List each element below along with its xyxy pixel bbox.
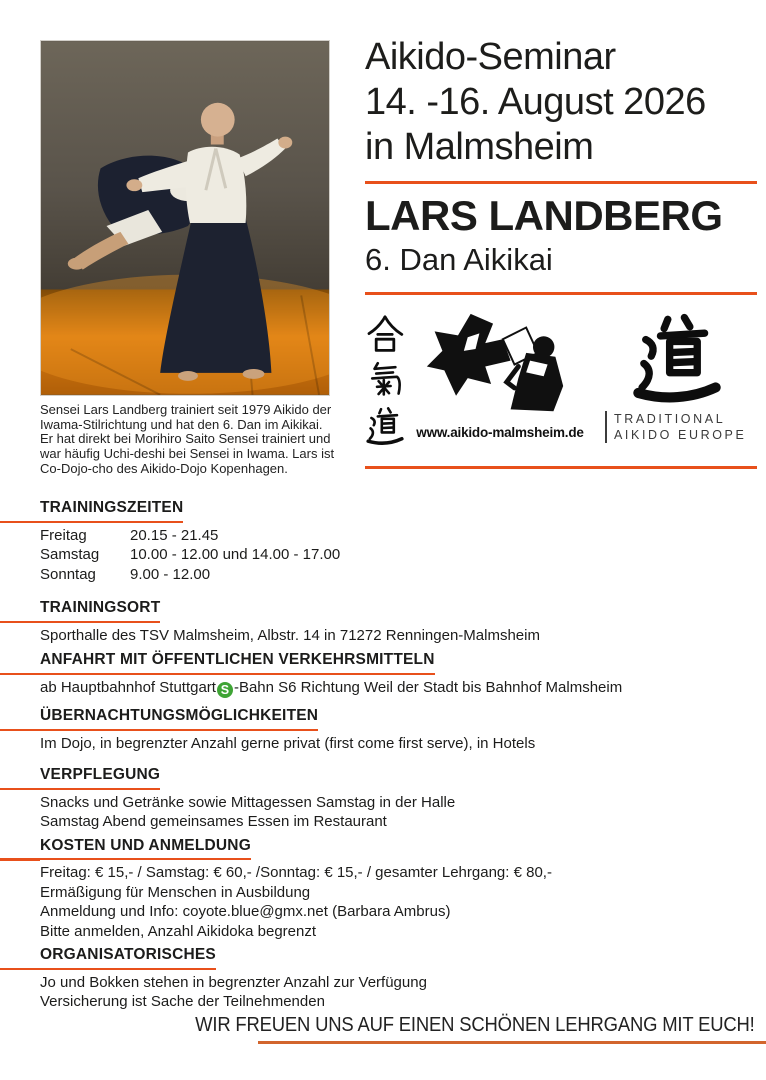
section-trainingsort <box>40 598 740 645</box>
anfahrt-prefix: ab Hauptbahnhof Stuttgart <box>40 678 216 696</box>
title-line-2: 14. -16. August 2026 <box>365 81 706 123</box>
section-heading: VERPFLEGUNG <box>40 765 160 790</box>
schedule-time: 20.15 - 21.45 <box>130 526 219 544</box>
info-sections <box>40 498 740 1012</box>
section-anfahrt <box>40 650 740 698</box>
tae-logo-text <box>605 411 757 443</box>
caption-line: Co-Dojo-cho des Aikido-Dojo Kopenhagen. <box>40 460 288 476</box>
instructor-name: LARS LANDBERG <box>365 192 723 239</box>
logo-row <box>365 310 757 458</box>
club-website-url: www.aikido-malmsheim.de <box>416 425 584 440</box>
section-heading: ORGANISATORISCHES <box>40 945 216 970</box>
schedule-day: Sonntag <box>40 565 96 583</box>
instructor-rank: 6. Dan Aikikai <box>365 242 553 277</box>
section-heading: KOSTEN UND ANMELDUNG <box>40 836 251 861</box>
tae-vertical-bar <box>605 411 607 443</box>
tae-line-2: AIKIDO EUROPE <box>614 428 747 442</box>
seminar-photo <box>40 40 330 396</box>
orange-divider <box>365 292 757 295</box>
section-text: Anmeldung und Info: coyote.blue@gmx.net (Barbara Ambrus) <box>40 903 451 920</box>
sbahn-icon: S <box>217 682 233 698</box>
section-heading: ÜBERNACHTUNGSMÖGLICHKEITEN <box>40 706 318 731</box>
kanji-ai-icon <box>365 312 405 356</box>
section-kosten-anmeldung <box>40 836 740 942</box>
caption-line: Er hat direkt bei Morihiro Saito Sensei trainiert und <box>40 431 331 447</box>
schedule-time: 9.00 - 12.00 <box>130 565 211 583</box>
header-column <box>365 35 757 469</box>
anfahrt-suffix: -Bahn S6 Richtung Weil der Stadt bis Bahnhof Malmsheim <box>233 678 623 696</box>
tae-wordmark <box>614 411 746 443</box>
kanji-ki-icon <box>365 358 405 402</box>
section-heading: ANFAHRT MIT ÖFFENTLICHEN VERKEHRSMITTELN <box>40 650 435 675</box>
section-organisatorisches <box>40 945 740 1012</box>
section-uebernachtung <box>40 706 740 753</box>
title-line-1: Aikido-Seminar <box>365 36 616 78</box>
section-text: Samstag Abend gemeinsames Essen im Restaurant <box>40 813 387 830</box>
footer-slogan: WIR FREUEN UNS AUF EINEN SCHÖNEN LEHRGANG MIT EUCH! <box>195 1013 755 1036</box>
kanji-do-icon <box>365 404 405 448</box>
title-line-3: in Malmsheim <box>365 126 594 168</box>
section-text: Freitag: € 15,- / Samstag: € 60,- /Sonntag: € 15,- / gesamter Lehrgang: € 80,- <box>40 864 552 881</box>
tae-line-1: TRADITIONAL <box>614 412 726 426</box>
section-text: Jo und Bokken stehen in begrenzter Anzahl zur Verfügung <box>40 973 427 991</box>
club-logo-block <box>415 310 585 440</box>
schedule-day: Freitag <box>40 526 87 544</box>
caption-line: Sensei Lars Landberg trainiert seit 1979 Aikido der <box>40 402 332 417</box>
section-text: Bitte anmelden, Anzahl Aikidoka begrenzt <box>40 922 317 940</box>
section-text: Versicherung ist Sache der Teilnehmenden <box>40 993 325 1010</box>
tae-logo-block <box>597 310 757 443</box>
photo-caption <box>40 403 350 477</box>
caption-line: war häufig Uchi-deshi bei Sensei in Iwama. Lars ist <box>40 446 335 462</box>
section-text: Snacks und Getränke sowie Mittagessen Samstag in der Halle <box>40 793 456 811</box>
section-heading: TRAININGSORT <box>40 598 160 623</box>
orange-divider <box>365 466 757 469</box>
training-schedule <box>40 526 740 585</box>
caption-line: Iwama-Stilrichtung und hat den 6. Dan im Aikikai. <box>40 416 323 432</box>
section-verpflegung <box>40 765 740 832</box>
section-heading: TRAININGSZEITEN <box>40 498 183 523</box>
section-text <box>40 678 740 699</box>
section-text: Im Dojo, in begrenzter Anzahl gerne privat (first come first serve), in Hotels <box>40 734 536 752</box>
page-title <box>365 35 757 170</box>
aikido-kanji-column <box>365 312 411 448</box>
section-text: Sporthalle des TSV Malmsheim, Albstr. 14 in 71272 Renningen-Malmsheim <box>40 626 540 644</box>
orange-divider <box>365 181 757 184</box>
section-text: Ermäßigung für Menschen in Ausbildung <box>40 883 311 901</box>
section-trainingszeiten <box>40 498 740 584</box>
schedule-day: Samstag <box>40 546 100 563</box>
aikido-throw-logo-icon <box>415 310 575 422</box>
kanji-do-large-icon <box>631 310 723 406</box>
schedule-time: 10.00 - 12.00 und 14.00 - 17.00 <box>130 546 341 563</box>
aikido-photo-illustration <box>41 41 329 395</box>
footer-orange-line <box>258 1041 766 1044</box>
